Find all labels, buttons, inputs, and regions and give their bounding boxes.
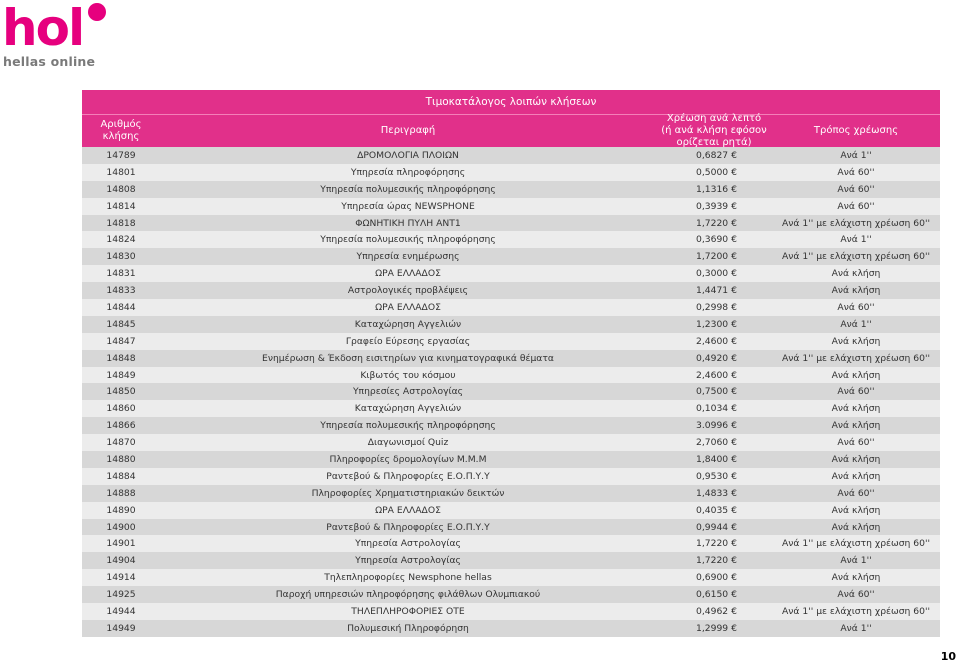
cell-number: 14884 xyxy=(106,470,136,482)
table-row xyxy=(82,367,940,384)
table-row xyxy=(82,586,940,603)
table-row xyxy=(82,350,940,367)
table-row xyxy=(82,299,940,316)
cell-description: ΩΡΑ ΕΛΛΑΔΟΣ xyxy=(375,504,441,516)
cell-number: 14849 xyxy=(106,369,136,381)
cell-description: Ραντεβού & Πληροφορίες Ε.Ο.Π.Υ.Υ xyxy=(326,470,490,482)
cell-mode: Ανά 60'' xyxy=(837,589,875,601)
cell-number: 14925 xyxy=(106,589,136,601)
cell-number: 14830 xyxy=(106,251,136,263)
cell-mode: Ανά 1'' xyxy=(840,622,872,634)
cell-description: Κιβωτός του κόσμου xyxy=(360,369,456,381)
cell-mode: Ανά 1'' xyxy=(840,234,872,246)
cell-mode: Ανά 1'' με ελάχιστη χρέωση 60'' xyxy=(781,605,931,617)
cell-number: 14870 xyxy=(106,437,136,449)
cell-mode: Ανά κλήση xyxy=(831,420,881,432)
header-charge-line1: Χρέωση ανά λεπτό xyxy=(666,113,762,124)
cell-description: Ενημέρωση & Έκδοση εισιτηρίων για κινηματογραφικά θέματα xyxy=(262,352,554,364)
cell-number: 14949 xyxy=(106,622,136,634)
cell-number: 14914 xyxy=(106,572,136,584)
cell-description: ΔΡΟΜΟΛΟΓΙΑ ΠΛΟΙΩΝ xyxy=(357,149,459,161)
cell-mode: Ανά 60'' xyxy=(837,183,875,195)
table-row xyxy=(82,502,940,519)
table-row xyxy=(82,535,940,552)
cell-mode: Ανά κλήση xyxy=(831,453,881,465)
cell-description: ΤΗΛΕΠΛΗΡΟΦΟΡΙΕΣ ΟΤΕ xyxy=(351,605,465,617)
cell-charge: 0,1034 € xyxy=(696,403,737,415)
table-row xyxy=(82,282,940,299)
price-list-table xyxy=(82,90,940,637)
cell-number: 14904 xyxy=(106,555,136,567)
cell-number: 14901 xyxy=(106,538,136,550)
cell-number: 14824 xyxy=(106,234,136,246)
header-charge-line2: (ή ανά κλήση εφόσον ορίζεται ρητά) xyxy=(661,125,767,148)
header-description: Περιγραφή xyxy=(380,125,436,136)
cell-number: 14845 xyxy=(106,318,136,330)
cell-charge: 0,4920 € xyxy=(696,352,737,364)
cell-charge: 0,4035 € xyxy=(696,504,737,516)
table-row xyxy=(82,434,940,451)
cell-description: Υπηρεσία πληροφόρησης xyxy=(350,166,466,178)
cell-description: Γραφείο Εύρεσης εργασίας xyxy=(345,335,471,347)
table-row xyxy=(82,231,940,248)
cell-mode: Ανά 1'' xyxy=(840,149,872,161)
cell-charge: 1,4471 € xyxy=(696,285,737,297)
cell-mode: Ανά 1'' με ελάχιστη χρέωση 60'' xyxy=(781,538,931,550)
cell-description: ΩΡΑ ΕΛΛΑΔΟΣ xyxy=(375,268,441,280)
table-row xyxy=(82,451,940,468)
cell-description: Υπηρεσία ώρας NEWSPHONE xyxy=(341,200,475,212)
cell-charge: 0,7500 € xyxy=(696,386,737,398)
cell-number: 14801 xyxy=(106,166,136,178)
table-row xyxy=(82,485,940,502)
cell-description: Πληροφορίες δρομολογίων Μ.Μ.Μ xyxy=(329,453,487,465)
table-row xyxy=(82,215,940,232)
cell-description: ΩΡΑ ΕΛΛΑΔΟΣ xyxy=(375,301,441,313)
cell-number: 14900 xyxy=(106,521,136,533)
cell-mode: Ανά κλήση xyxy=(831,403,881,415)
cell-description: Υπηρεσία πολυμεσικής πληροφόρησης xyxy=(320,420,496,432)
cell-charge: 0,9530 € xyxy=(696,470,737,482)
cell-mode: Ανά κλήση xyxy=(831,504,881,516)
cell-mode: Ανά 1'' xyxy=(840,318,872,330)
cell-charge: 0,3000 € xyxy=(696,268,737,280)
hol-logo xyxy=(0,0,112,72)
cell-charge: 2,7060 € xyxy=(696,437,737,449)
cell-mode: Ανά 1'' με ελάχιστη χρέωση 60'' xyxy=(781,251,931,263)
cell-charge: 0,9944 € xyxy=(696,521,737,533)
cell-charge: 0,3690 € xyxy=(696,234,737,246)
cell-number: 14850 xyxy=(106,386,136,398)
cell-charge: 0,5000 € xyxy=(696,166,737,178)
cell-mode: Ανά 1'' με ελάχιστη χρέωση 60'' xyxy=(781,217,931,229)
cell-number: 14814 xyxy=(106,200,136,212)
cell-charge: 1,7220 € xyxy=(696,538,737,550)
cell-charge: 0,4962 € xyxy=(696,605,737,617)
cell-charge: 0,6900 € xyxy=(696,572,737,584)
cell-charge: 3.0996 € xyxy=(696,420,737,432)
page-number: 10 xyxy=(940,650,956,663)
cell-charge: 0,6150 € xyxy=(696,589,737,601)
cell-charge: 1,4833 € xyxy=(696,487,737,499)
cell-description: Υπηρεσία πολυμεσικής πληροφόρησης xyxy=(320,183,496,195)
table-row xyxy=(82,552,940,569)
cell-charge: 0,6827 € xyxy=(696,149,737,161)
table-row xyxy=(82,569,940,586)
cell-number: 14888 xyxy=(106,487,136,499)
cell-mode: Ανά 60'' xyxy=(837,301,875,313)
cell-description: Καταχώρηση Αγγελιών xyxy=(354,403,462,415)
table-row xyxy=(82,468,940,485)
table-row xyxy=(82,603,940,620)
cell-charge: 1,2999 € xyxy=(696,622,737,634)
cell-description: Υπηρεσία Αστρολογίας xyxy=(355,555,461,567)
logo-dot xyxy=(88,3,106,21)
cell-description: Παροχή υπηρεσιών πληροφόρησης φιλάθλων Ολυμπιακού xyxy=(275,589,541,601)
cell-mode: Ανά 1'' με ελάχιστη χρέωση 60'' xyxy=(781,352,931,364)
cell-mode: Ανά κλήση xyxy=(831,470,881,482)
cell-charge: 2,4600 € xyxy=(696,335,737,347)
cell-mode: Ανά κλήση xyxy=(831,285,881,297)
table-row xyxy=(82,181,940,198)
table-row xyxy=(82,519,940,536)
cell-description: Τηλεπληροφορίες Newsphone hellas xyxy=(324,572,492,584)
table-row xyxy=(82,198,940,215)
table-row xyxy=(82,333,940,350)
table-title: Τιμοκατάλογος λοιπών κλήσεων xyxy=(82,90,940,114)
cell-number: 14844 xyxy=(106,301,136,313)
table-row xyxy=(82,265,940,282)
cell-mode: Ανά 60'' xyxy=(837,437,875,449)
cell-mode: Ανά κλήση xyxy=(831,521,881,533)
cell-mode: Ανά 60'' xyxy=(837,487,875,499)
cell-number: 14944 xyxy=(106,605,136,617)
cell-mode: Ανά 60'' xyxy=(837,386,875,398)
cell-mode: Ανά κλήση xyxy=(831,335,881,347)
cell-number: 14880 xyxy=(106,453,136,465)
header-charge xyxy=(656,115,772,147)
cell-description: Πολυμεσική Πληροφόρηση xyxy=(347,622,469,634)
cell-description: Πληροφορίες Χρηματιστηριακών δεικτών xyxy=(311,487,505,499)
cell-description: Υπηρεσίες Αστρολογίας xyxy=(352,386,464,398)
table-row xyxy=(82,316,940,333)
cell-description: Υπηρεσία Αστρολογίας xyxy=(355,538,461,550)
cell-number: 14831 xyxy=(106,268,136,280)
cell-number: 14890 xyxy=(106,504,136,516)
cell-number: 14848 xyxy=(106,352,136,364)
cell-description: Υπηρεσία πολυμεσικής πληροφόρησης xyxy=(320,234,496,246)
cell-mode: Ανά 60'' xyxy=(837,200,875,212)
cell-number: 14789 xyxy=(106,149,136,161)
cell-mode: Ανά 1'' xyxy=(840,555,872,567)
cell-mode: Ανά 60'' xyxy=(837,166,875,178)
cell-mode: Ανά κλήση xyxy=(831,572,881,584)
table-body xyxy=(82,147,940,637)
cell-description: Υπηρεσία ενημέρωσης xyxy=(356,251,460,263)
header-number: Αριθμός κλήσης xyxy=(100,119,142,142)
cell-number: 14818 xyxy=(106,217,136,229)
cell-charge: 1,2300 € xyxy=(696,318,737,330)
cell-description: Αστρολογικές προβλέψεις xyxy=(347,285,469,297)
table-row xyxy=(82,383,940,400)
table-row xyxy=(82,248,940,265)
cell-description: Διαγωνισμοί Quiz xyxy=(367,437,449,449)
table-row xyxy=(82,620,940,637)
cell-charge: 0,2998 € xyxy=(696,301,737,313)
cell-number: 14833 xyxy=(106,285,136,297)
table-header xyxy=(82,114,940,147)
cell-charge: 1,8400 € xyxy=(696,453,737,465)
cell-description: ΦΩΝΗΤΙΚΗ ΠΥΛΗ ΑΝΤ1 xyxy=(355,217,461,229)
cell-mode: Ανά κλήση xyxy=(831,268,881,280)
logo-wordmark: hol xyxy=(2,0,84,57)
table-row xyxy=(82,147,940,164)
logo-tagline: hellas online xyxy=(3,54,96,69)
cell-mode: Ανά κλήση xyxy=(831,369,881,381)
cell-charge: 0,3939 € xyxy=(696,200,737,212)
cell-number: 14860 xyxy=(106,403,136,415)
cell-number: 14866 xyxy=(106,420,136,432)
table-row xyxy=(82,417,940,434)
cell-description: Καταχώρηση Αγγελιών xyxy=(354,318,462,330)
cell-charge: 1,7200 € xyxy=(696,251,737,263)
table-row xyxy=(82,400,940,417)
cell-charge: 1,7220 € xyxy=(696,217,737,229)
table-row xyxy=(82,164,940,181)
cell-number: 14847 xyxy=(106,335,136,347)
cell-description: Ραντεβού & Πληροφορίες Ε.Ο.Π.Υ.Υ xyxy=(326,521,490,533)
cell-charge: 2,4600 € xyxy=(696,369,737,381)
header-mode: Τρόπος χρέωσης xyxy=(813,125,899,136)
cell-charge: 1,1316 € xyxy=(696,183,737,195)
cell-charge: 1,7220 € xyxy=(696,555,737,567)
cell-number: 14808 xyxy=(106,183,136,195)
